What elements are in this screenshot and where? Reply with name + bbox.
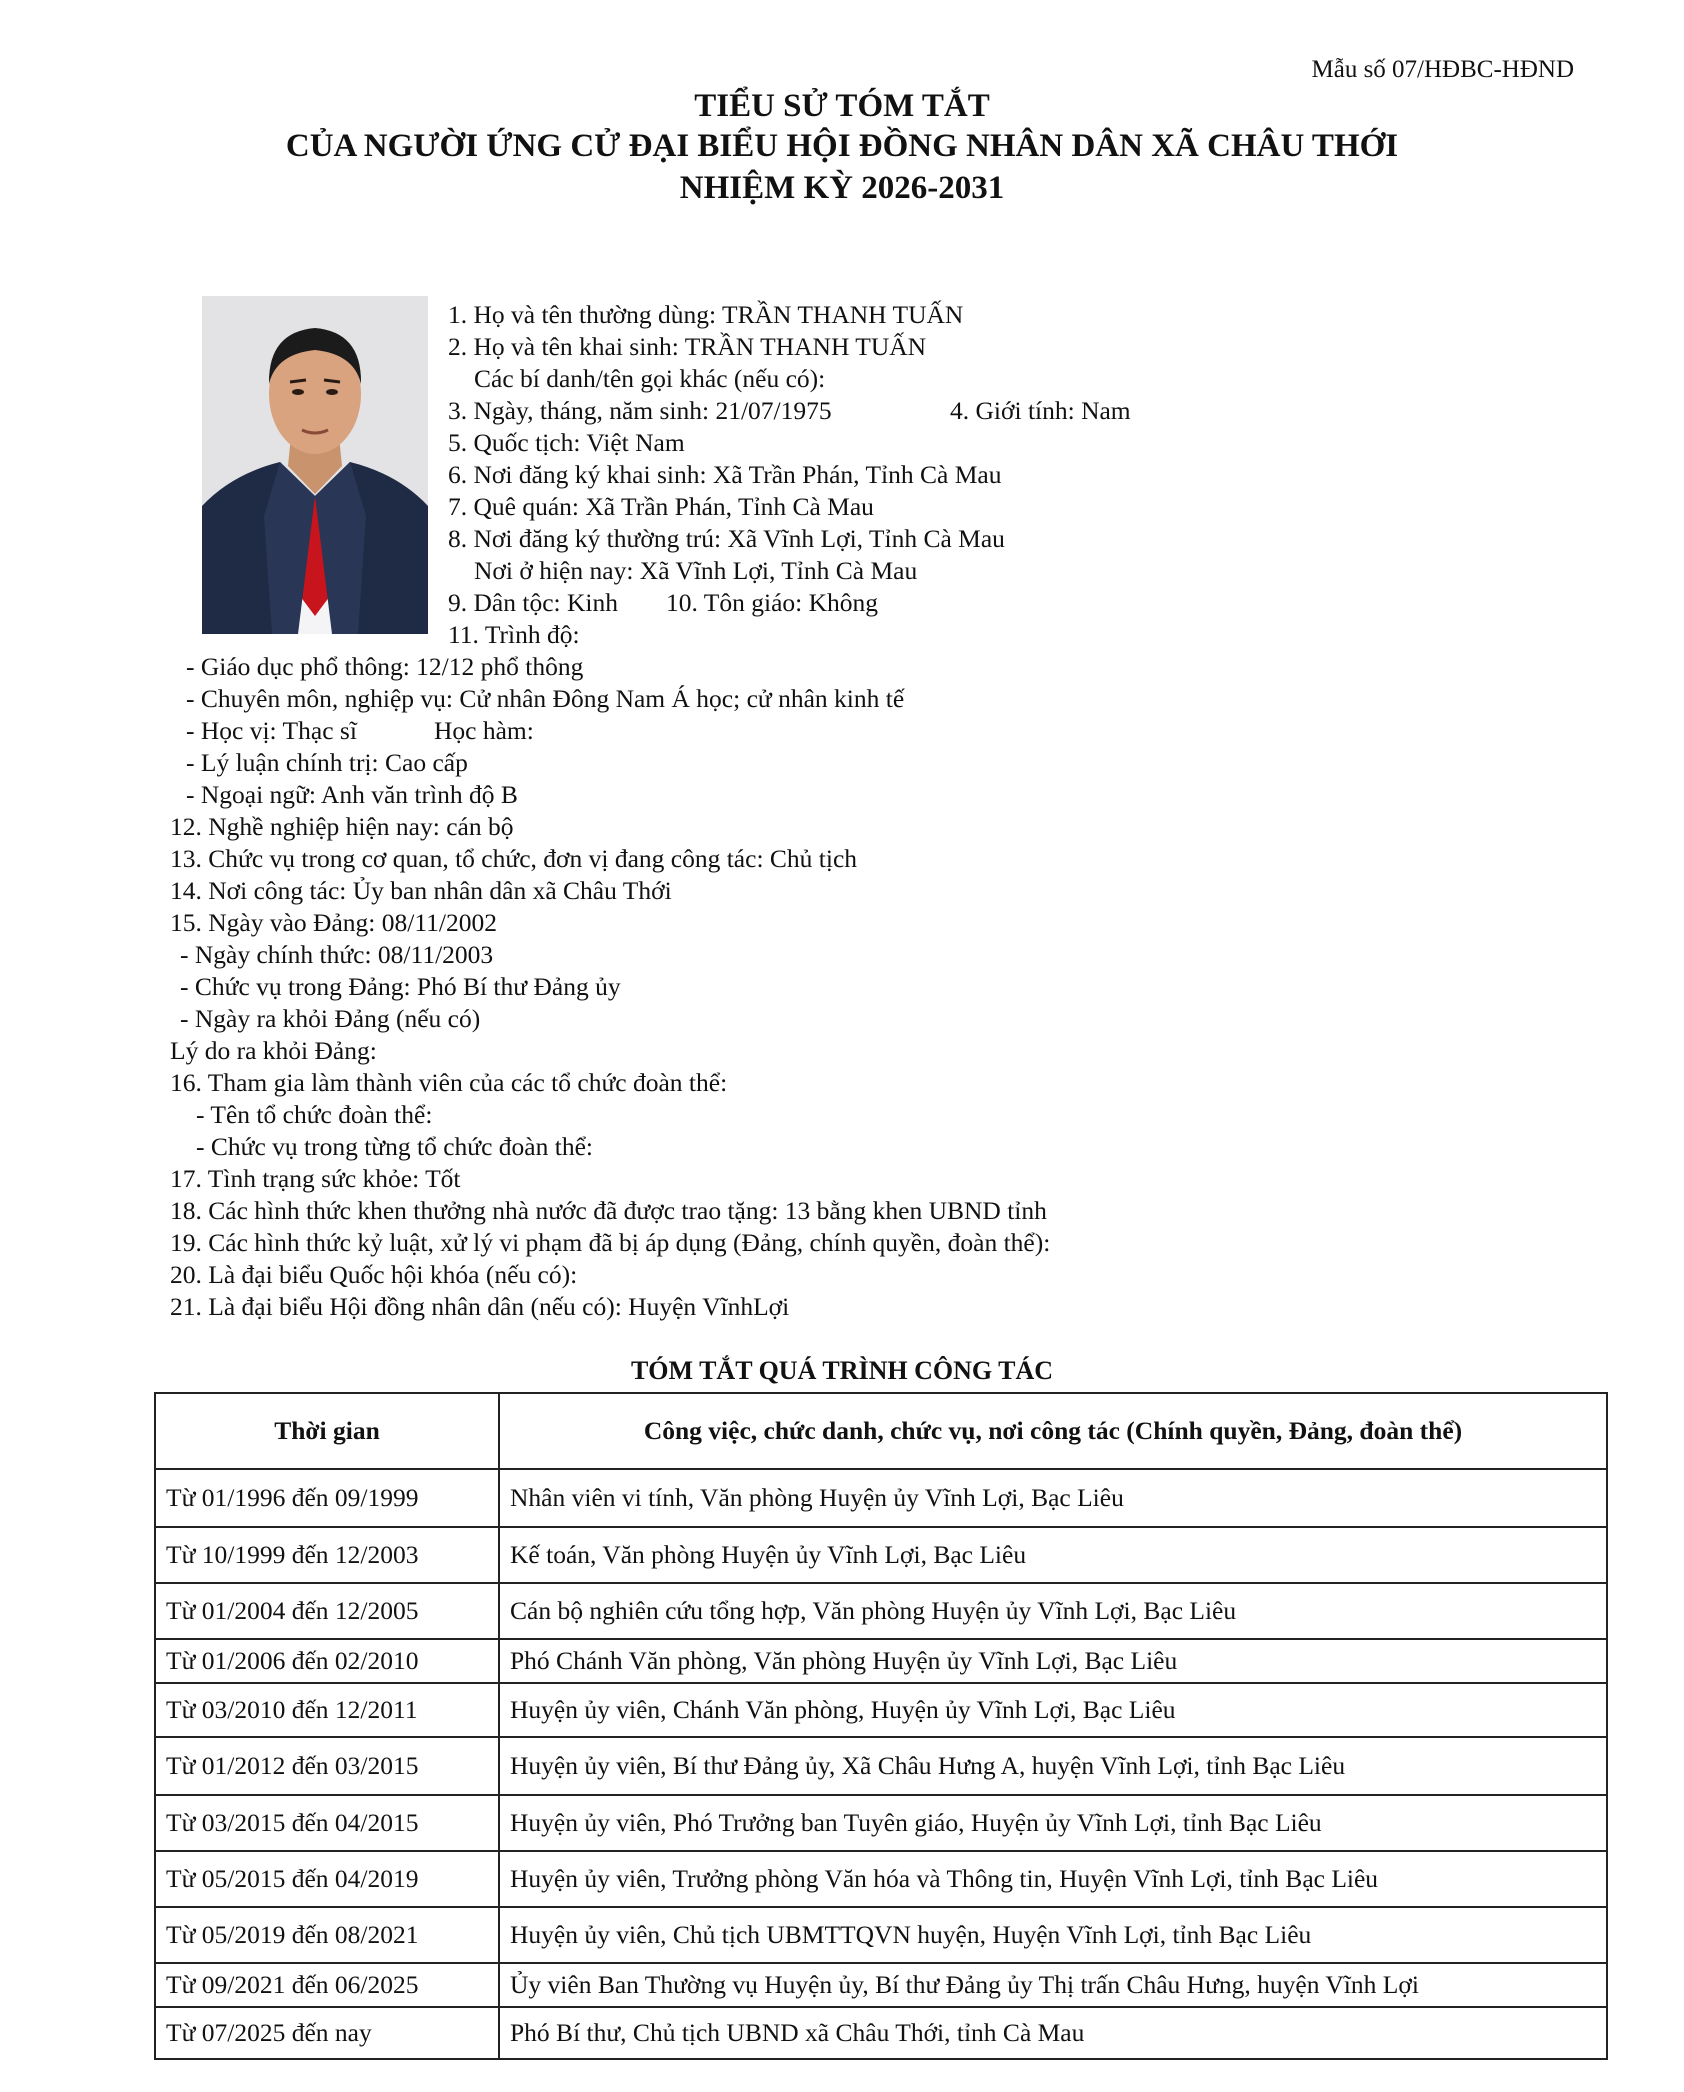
cell-time: Từ 01/2006 đến 02/2010 [155, 1639, 499, 1683]
column-header-job: Công việc, chức danh, chức vụ, nơi công tác (Chính quyền, Đảng, đoàn thể) [499, 1393, 1607, 1469]
info-birth-name: 2. Họ và tên khai sinh: TRẦN THANH TUẤN [448, 332, 927, 361]
cell-job: Huyện ủy viên, Phó Trưởng ban Tuyên giáo, Huyện ủy Vĩnh Lợi, tỉnh Bạc Liêu [499, 1795, 1607, 1851]
info-education-heading: 11. Trình độ: [448, 620, 580, 649]
table-row [155, 1851, 1607, 1907]
cell-job: Nhân viên vi tính, Văn phòng Huyện ủy Vĩnh Lợi, Bạc Liêu [499, 1469, 1607, 1527]
work-history-title: TÓM TẮT QUÁ TRÌNH CÔNG TÁC [630, 1356, 1054, 1385]
info-occupation: 12. Nghề nghiệp hiện nay: cán bộ [170, 812, 514, 841]
cell-time: Từ 10/1999 đến 12/2003 [155, 1527, 499, 1583]
document-term: NHIỆM KỲ 2026-2031 [679, 170, 1005, 206]
info-people-council: 21. Là đại biểu Hội đồng nhân dân (nếu có): Huyện VĩnhLợi [170, 1292, 790, 1321]
info-organization-name: - Tên tổ chức đoàn thể: [196, 1100, 433, 1129]
cell-time: Từ 05/2019 đến 08/2021 [155, 1907, 499, 1963]
table-row [155, 1469, 1607, 1527]
cell-time: Từ 01/2012 đến 03/2015 [155, 1737, 499, 1795]
info-foreign-language: - Ngoại ngữ: Anh văn trình độ B [186, 780, 518, 809]
cell-time: Từ 01/1996 đến 09/1999 [155, 1469, 499, 1527]
table-row [155, 1907, 1607, 1963]
info-organization-position: - Chức vụ trong từng tổ chức đoàn thể: [196, 1132, 593, 1161]
table-header-row [155, 1393, 1607, 1469]
info-religion: 10. Tôn giáo: Không [666, 588, 879, 617]
cell-time: Từ 03/2015 đến 04/2015 [155, 1795, 499, 1851]
info-discipline: 19. Các hình thức kỷ luật, xử lý vi phạm đã bị áp dụng (Đảng, chính quyền, đoàn thể): [170, 1228, 1051, 1257]
work-history-table [154, 1392, 1608, 2060]
info-organizations: 16. Tham gia làm thành viên của các tổ chức đoàn thể: [170, 1068, 728, 1097]
info-awards: 18. Các hình thức khen thưởng nhà nước đã được trao tặng: 13 bằng khen UBND tỉnh [170, 1196, 1047, 1225]
info-current-residence: Nơi ở hiện nay: Xã Vĩnh Lợi, Tỉnh Cà Mau [474, 556, 918, 585]
info-permanent-residence: 8. Nơi đăng ký thường trú: Xã Vĩnh Lợi, Tỉnh Cà Mau [448, 524, 1005, 553]
table-row [155, 1639, 1607, 1683]
table-row [155, 1683, 1607, 1737]
cell-job: Huyện ủy viên, Trưởng phòng Văn hóa và Thông tin, Huyện Vĩnh Lợi, tỉnh Bạc Liêu [499, 1851, 1607, 1907]
table-row [155, 1795, 1607, 1851]
info-national-assembly: 20. Là đại biểu Quốc hội khóa (nếu có): [170, 1260, 578, 1289]
cell-time: Từ 03/2010 đến 12/2011 [155, 1683, 499, 1737]
table-row [155, 1583, 1607, 1639]
info-party-join-date: 15. Ngày vào Đảng: 08/11/2002 [170, 908, 497, 937]
table-row [155, 1963, 1607, 2007]
info-degree: - Học vị: Thạc sĩ [186, 716, 357, 745]
document-title: TIỂU SỬ TÓM TẮT [694, 88, 990, 124]
info-party-leave-reason: Lý do ra khỏi Đảng: [170, 1036, 377, 1065]
cell-job: Ủy viên Ban Thường vụ Huyện ủy, Bí thư Đảng ủy Thị trấn Châu Hưng, huyện Vĩnh Lợi [499, 1963, 1607, 2007]
info-workplace: 14. Nơi công tác: Ủy ban nhân dân xã Châu Thới [170, 876, 672, 905]
info-party-leave-date: - Ngày ra khỏi Đảng (nếu có) [180, 1004, 481, 1033]
info-common-name: 1. Họ và tên thường dùng: TRẦN THANH TUẤN [448, 300, 964, 329]
cell-job: Huyện ủy viên, Chủ tịch UBMTTQVN huyện, Huyện Vĩnh Lợi, tỉnh Bạc Liêu [499, 1907, 1607, 1963]
table-row [155, 1527, 1607, 1583]
cell-time: Từ 05/2015 đến 04/2019 [155, 1851, 499, 1907]
cell-job: Huyện ủy viên, Bí thư Đảng ủy, Xã Châu Hưng A, huyện Vĩnh Lợi, tỉnh Bạc Liêu [499, 1737, 1607, 1795]
info-position: 13. Chức vụ trong cơ quan, tổ chức, đơn vị đang công tác: Chủ tịch [170, 844, 858, 873]
info-academic-title: Học hàm: [434, 716, 534, 745]
info-birth-date: 3. Ngày, tháng, năm sinh: 21/07/1975 [448, 396, 832, 425]
cell-job: Huyện ủy viên, Chánh Văn phòng, Huyện ủy Vĩnh Lợi, Bạc Liêu [499, 1683, 1607, 1737]
column-header-time: Thời gian [155, 1393, 499, 1469]
info-general-education: - Giáo dục phổ thông: 12/12 phổ thông [186, 652, 584, 681]
info-specialization: - Chuyên môn, nghiệp vụ: Cử nhân Đông Nam Á học; cử nhân kinh tế [186, 684, 905, 713]
cell-job: Phó Bí thư, Chủ tịch UBND xã Châu Thới, tỉnh Cà Mau [499, 2007, 1607, 2059]
cell-time: Từ 09/2021 đến 06/2025 [155, 1963, 499, 2007]
cell-time: Từ 07/2025 đến nay [155, 2007, 499, 2059]
document-subtitle: CỦA NGƯỜI ỨNG CỬ ĐẠI BIỂU HỘI ĐỒNG NHÂN DÂN XÃ CHÂU THỚI [285, 128, 1399, 164]
table-row [155, 1737, 1607, 1795]
info-ethnicity: 9. Dân tộc: Kinh [448, 588, 618, 617]
info-health: 17. Tình trạng sức khỏe: Tốt [170, 1164, 461, 1193]
info-party-official-date: - Ngày chính thức: 08/11/2003 [180, 940, 494, 969]
info-political-theory: - Lý luận chính trị: Cao cấp [186, 748, 468, 777]
info-gender: 4. Giới tính: Nam [950, 396, 1131, 425]
cell-job: Phó Chánh Văn phòng, Văn phòng Huyện ủy Vĩnh Lợi, Bạc Liêu [499, 1639, 1607, 1683]
form-code: Mẫu số 07/HĐBC-HĐND [1311, 56, 1574, 83]
info-aliases: Các bí danh/tên gọi khác (nếu có): [474, 364, 826, 393]
info-birth-registration: 6. Nơi đăng ký khai sinh: Xã Trần Phán, Tỉnh Cà Mau [448, 460, 1002, 489]
cell-job: Kế toán, Văn phòng Huyện ủy Vĩnh Lợi, Bạc Liêu [499, 1527, 1607, 1583]
cell-time: Từ 01/2004 đến 12/2005 [155, 1583, 499, 1639]
info-party-position: - Chức vụ trong Đảng: Phó Bí thư Đảng ủy [180, 972, 621, 1001]
cell-job: Cán bộ nghiên cứu tổng hợp, Văn phòng Huyện ủy Vĩnh Lợi, Bạc Liêu [499, 1583, 1607, 1639]
info-nationality: 5. Quốc tịch: Việt Nam [448, 428, 685, 457]
table-row [155, 2007, 1607, 2059]
info-hometown: 7. Quê quán: Xã Trần Phán, Tỉnh Cà Mau [448, 492, 874, 521]
